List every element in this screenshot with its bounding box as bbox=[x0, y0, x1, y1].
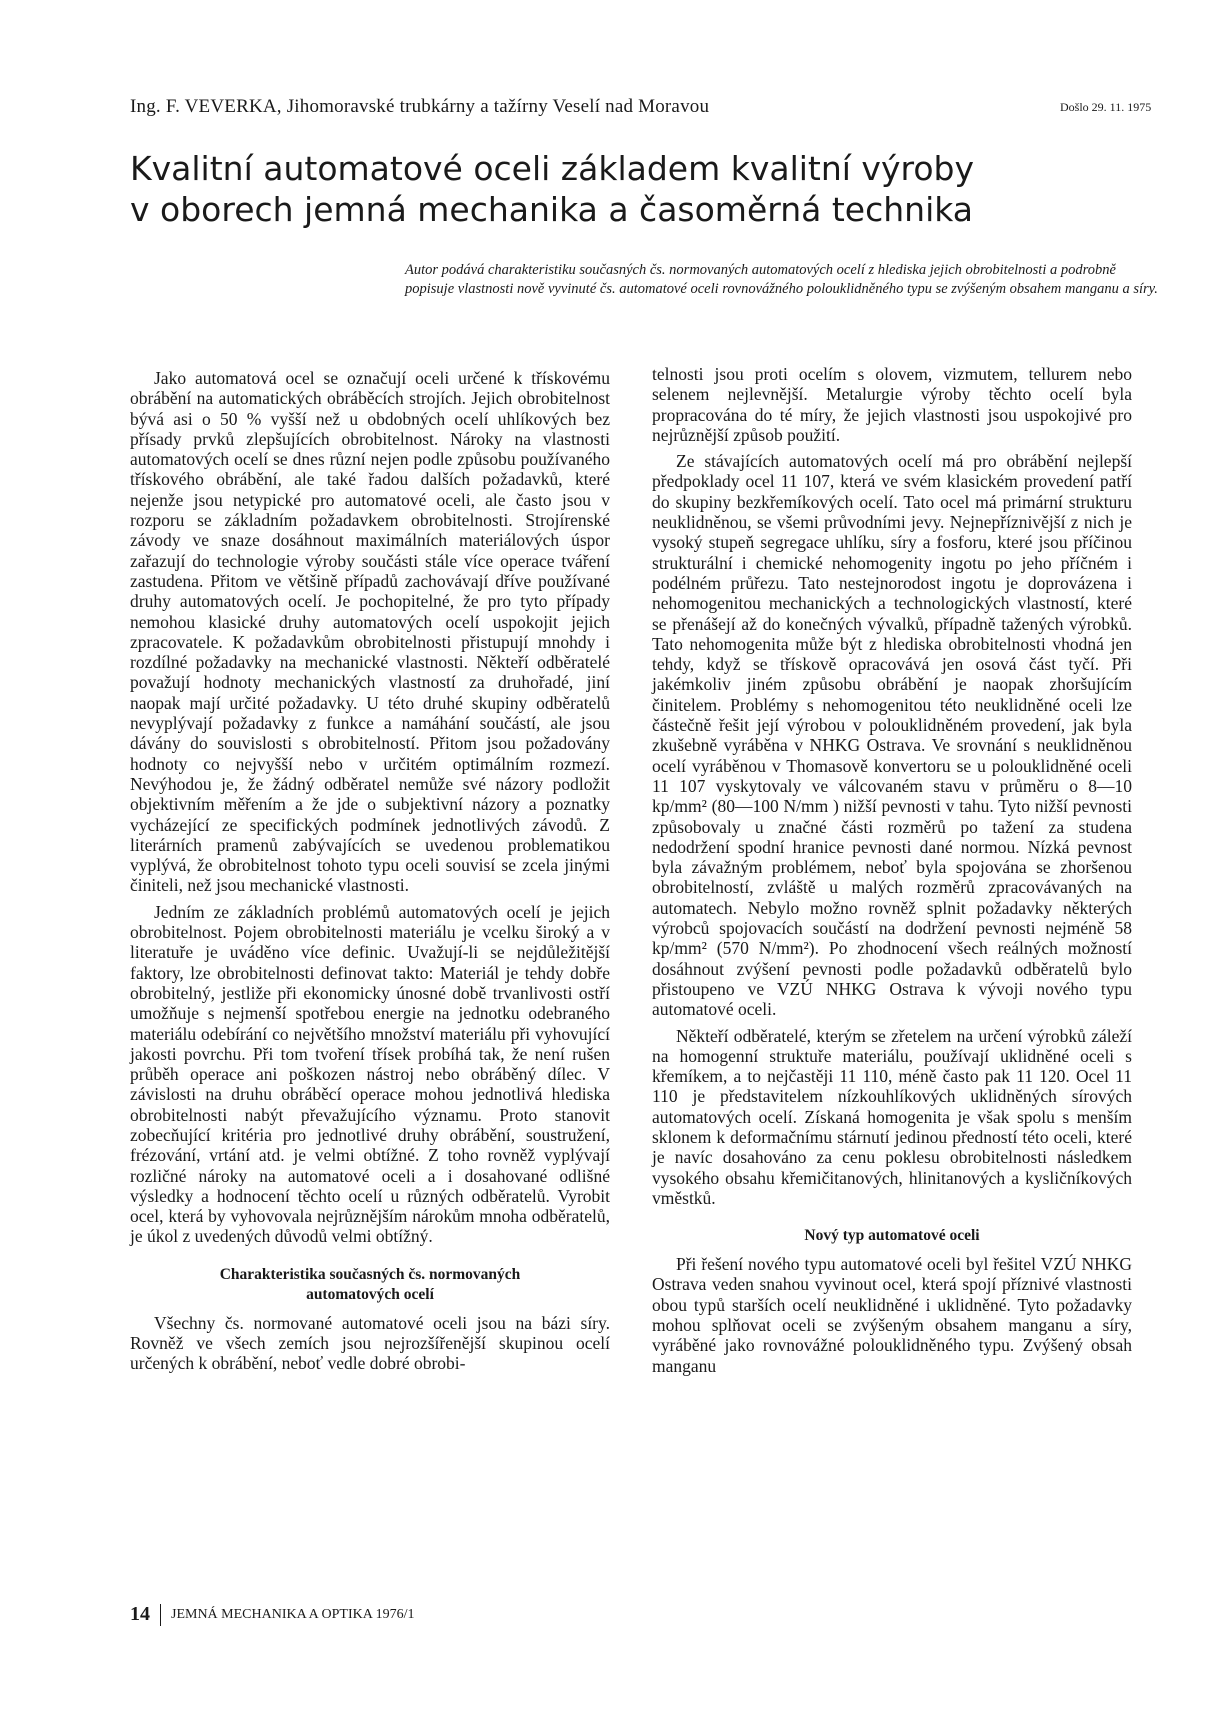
right-column bbox=[652, 364, 1132, 1376]
section-heading-line-2: automatových ocelí bbox=[306, 1285, 434, 1303]
paragraph: Jedním ze základních problémů automatových ocelí je jejich obrobitelnost. Pojem obrobitelnosti materiálu je vcelku široký a v literatuře je uváděno více definic. Uvažují-li se nejdůležitější faktory, lze obrobitelnosti definovat takto: Materiál je tehdy dobře obrobitelný, jestliže při ekonomicky únosné době trvanlivosti ostří umožňuje s nejmenší spotřebou energie na jednotku odebraného materiálu odebírání co největšího množství materiálu při vyhovující jakosti povrchu. Při tom tvoření třísek probíhá tak, že není rušen průběh operace ani poškozen nástroj nebo obráběný dílec. V závislosti na druhu obráběcí operace mohou jednotlivá hlediska obrobitelnosti nabýt převažujícího významu. Proto stanovit zobecňující kritéria pro jednotlivé druhy obrábění, soustružení, frézování, vrtání atd. je velmi obtížné. Z toho rovněž vyplývají rozličné nároky na automatové oceli a i dosahované odlišné výsledky a hodnocení těchto ocelí u různých odběratelů. Vyrobit ocel, která by vyhovovala nejrůznějším nárokům mnoha odběratelů, je úkol z uvedených důvodů velmi obtížný. bbox=[130, 901, 610, 1247]
received-date: Došlo 29. 11. 1975 bbox=[1060, 100, 1152, 114]
page-footer bbox=[130, 1603, 414, 1626]
paragraph: Jako automatová ocel se označují oceli určené k třískovému obrábění na automatických obráběcích strojích. Jejich obrobitelnost bývá asi o 50 % vyšší než u obdobných ocelí uhlíkových bez přísady prvků zlepšujících obrobitelnost. Nároky na vlastnosti automatových ocelí se dnes různí nejen podle způsobu používaného třískového obrábění, ale také řadou dalších požadavků, které nejenže jsou netypické pro automatové oceli, ale často jsou v rozporu se základním požadavkem obrobitelnosti. Strojírenské závody ve snaze dosáhnout maximálních materiálových úspor zařazují do technologie výroby součásti stále více operace tváření zastudena. Přitom ve většině případů zachovávají dříve používané druhy automatových ocelí. Je pochopitelné, že pro tyto případy nemohou klasické druhy automatových ocelí uspokojit jejich zpracovatele. K požadavkům obrobitelnosti přistupují mnohdy i rozdílné požadavky na mechanické vlastnosti. Někteří odběratelé považují hodnoty mechanických vlastností za druhořadé, jiní naopak mají určité požadavky. U této druhé skupiny odběratelů nevyplývají požadavky z funkce a namáhání součástí, ale jsou dávány do souvislosti s obrobitelností. Přitom jsou požadovány hodnoty co nejvyšší nebo v určitém optimálním rozmezí. Nevýhodou je, že žádný odběratel nemůže své názory podložit objektivním měřením a že jde o subjektivní názory a poznatky vycházející ze specifických podmínek jednotlivých závodů. Z literárních pramenů zabývajících se uvedenou problematikou vyplývá, že obrobitelnost tohoto typu oceli souvisí se zcela jinými činiteli, než jsou mechanické vlastnosti. bbox=[130, 368, 610, 896]
left-column bbox=[130, 368, 610, 1374]
article-title bbox=[130, 148, 1090, 230]
paragraph: Někteří odběratelé, kterým se zřetelem na určení výrobků záleží na homogenní struktuře materiálu, používají uklidněné oceli s křemíkem, a to nejčastěji 11 110, méně často pak 11 120. Ocel 11 110 je představitelem nízkouhlíkových uklidněných sírových automatových ocelí. Získaná homogenita je však spolu s menším sklonem k deformačnímu stárnutí jedinou předností této oceli, které je navíc dosahováno za cenu poklesu obrobitelnosti následkem vysokého obsahu křemičitanových, hlinitanových a kysličníkových vměstků. bbox=[652, 1025, 1132, 1208]
author-byline: Ing. F. VEVERKA, Jihomoravské trubkárny a tažírny Veselí nad Moravou bbox=[130, 96, 710, 117]
section-heading bbox=[130, 1265, 610, 1305]
paragraph: Při řešení nového typu automatové oceli byl řešitel VZÚ NHKG Ostrava veden snahou vyvinout ocel, která spojí příznivé vlastnosti obou typů starších ocelí neuklidněné i uklidněné. Tyto požadavky mohou splňovat oceli se zvýšeným obsahem manganu a síry, vyráběné jako rovnovážné polouklidněného typu. Zvýšený obsah manganu bbox=[652, 1254, 1132, 1376]
paragraph: Ze stávajících automatových ocelí má pro obrábění nejlepší předpoklady ocel 11 107, která ve svém klasickém provedení patří do skupiny bezkřemíkových ocelí. Tato ocel má primární strukturu neuklidněnou, se všemi průvodními jevy. Nejnepříznivější z nich je vysoký stupeň segregace uhlíku, síry a fosforu, které jsou příčinou strukturální i chemické nehomogenity ingotu po jeho příčném i podélném průřezu. Tato nestejnorodost ingotu je doprovázena i nehomogenitou mechanických a technologických vlastností, které se přenášejí až do konečných vývalků, případně tažených výrobků. Tato nehomogenita může být z hlediska obrobitelnosti vhodná jen tehdy, když se třískově opracovává jen osová část tyčí. Při jakémkoliv jiném způsobu obrábění je naopak zhoršujícím činitelem. Problémy s nehomogenitou této neuklidněné oceli lze částečně řešit její výrobou v polouklidněném provedení, jak byla zkušebně vyráběna v NHKG Ostrava. Ve srovnání s neuklidněnou ocelí vyráběnou v Thomasově konvertoru se u polouklidněné oceli 11 107 vyskytovaly ve válcovaném stavu v průměru o 8—10 kp/mm² (80—100 N/mm ) nižší pevnosti v tahu. Tyto nižší pevnosti způsobovaly u značné části rozměrů po tažení za studena nedodržení spodní hranice pevnosti dané normou. Nízká pevnost byla závažným problémem, neboť byla spojována se zhoršenou obrobitelností, zvláště u malých rozměrů zpracovávaných na automatech. Nebylo možno rovněž splnit požadavky některých výrobců spojovacích součástí na dodržení pevnosti nejméně 58 kp/mm² (570 N/mm²). Po zhodnocení všech reálných možností dosáhnout zvýšení pevnosti podle požadavků odběratelů bylo přistoupeno ve VZÚ NHKG Ostrava k vývoji nového typu automatové oceli. bbox=[652, 451, 1132, 1020]
paragraph: Všechny čs. normované automatové oceli jsou na bázi síry. Rovněž ve všech zemích jsou nejrozšířenější skupinou ocelí určených k obrábění, neboť vedle dobré obrobi- bbox=[130, 1312, 610, 1374]
paragraph: telnosti jsou proti ocelím s olovem, vizmutem, tellurem nebo selenem nejlevnější. Metalurgie výroby těchto ocelí byla propracována do té míry, že jejich vlastnosti jsou uspokojivé pro nejrůznější způsob použití. bbox=[652, 364, 1132, 445]
section-heading-line-1: Charakteristika současných čs. normovaných bbox=[219, 1265, 521, 1283]
page-number: 14 bbox=[130, 1603, 150, 1625]
title-line-2: v oborech jemná mechanika a časoměrná technika bbox=[130, 190, 973, 229]
section-heading: Nový typ automatové oceli bbox=[804, 1227, 980, 1245]
article-abstract: Autor podává charakteristiku současných čs. normovaných automatových ocelí z hlediska jejich obrobitelnosti a podrobně popisuje vlastnosti nově vyvinuté čs. automatové oceli rovnovážného polouklidněného typu se zvýšeným obsahem manganu a síry. bbox=[405, 262, 1158, 297]
journal-name: JEMNÁ MECHANIKA A OPTIKA 1976/1 bbox=[171, 1606, 415, 1622]
footer-divider bbox=[160, 1604, 161, 1626]
title-line-1: Kvalitní automatové oceli základem kvalitní výroby bbox=[130, 149, 974, 188]
